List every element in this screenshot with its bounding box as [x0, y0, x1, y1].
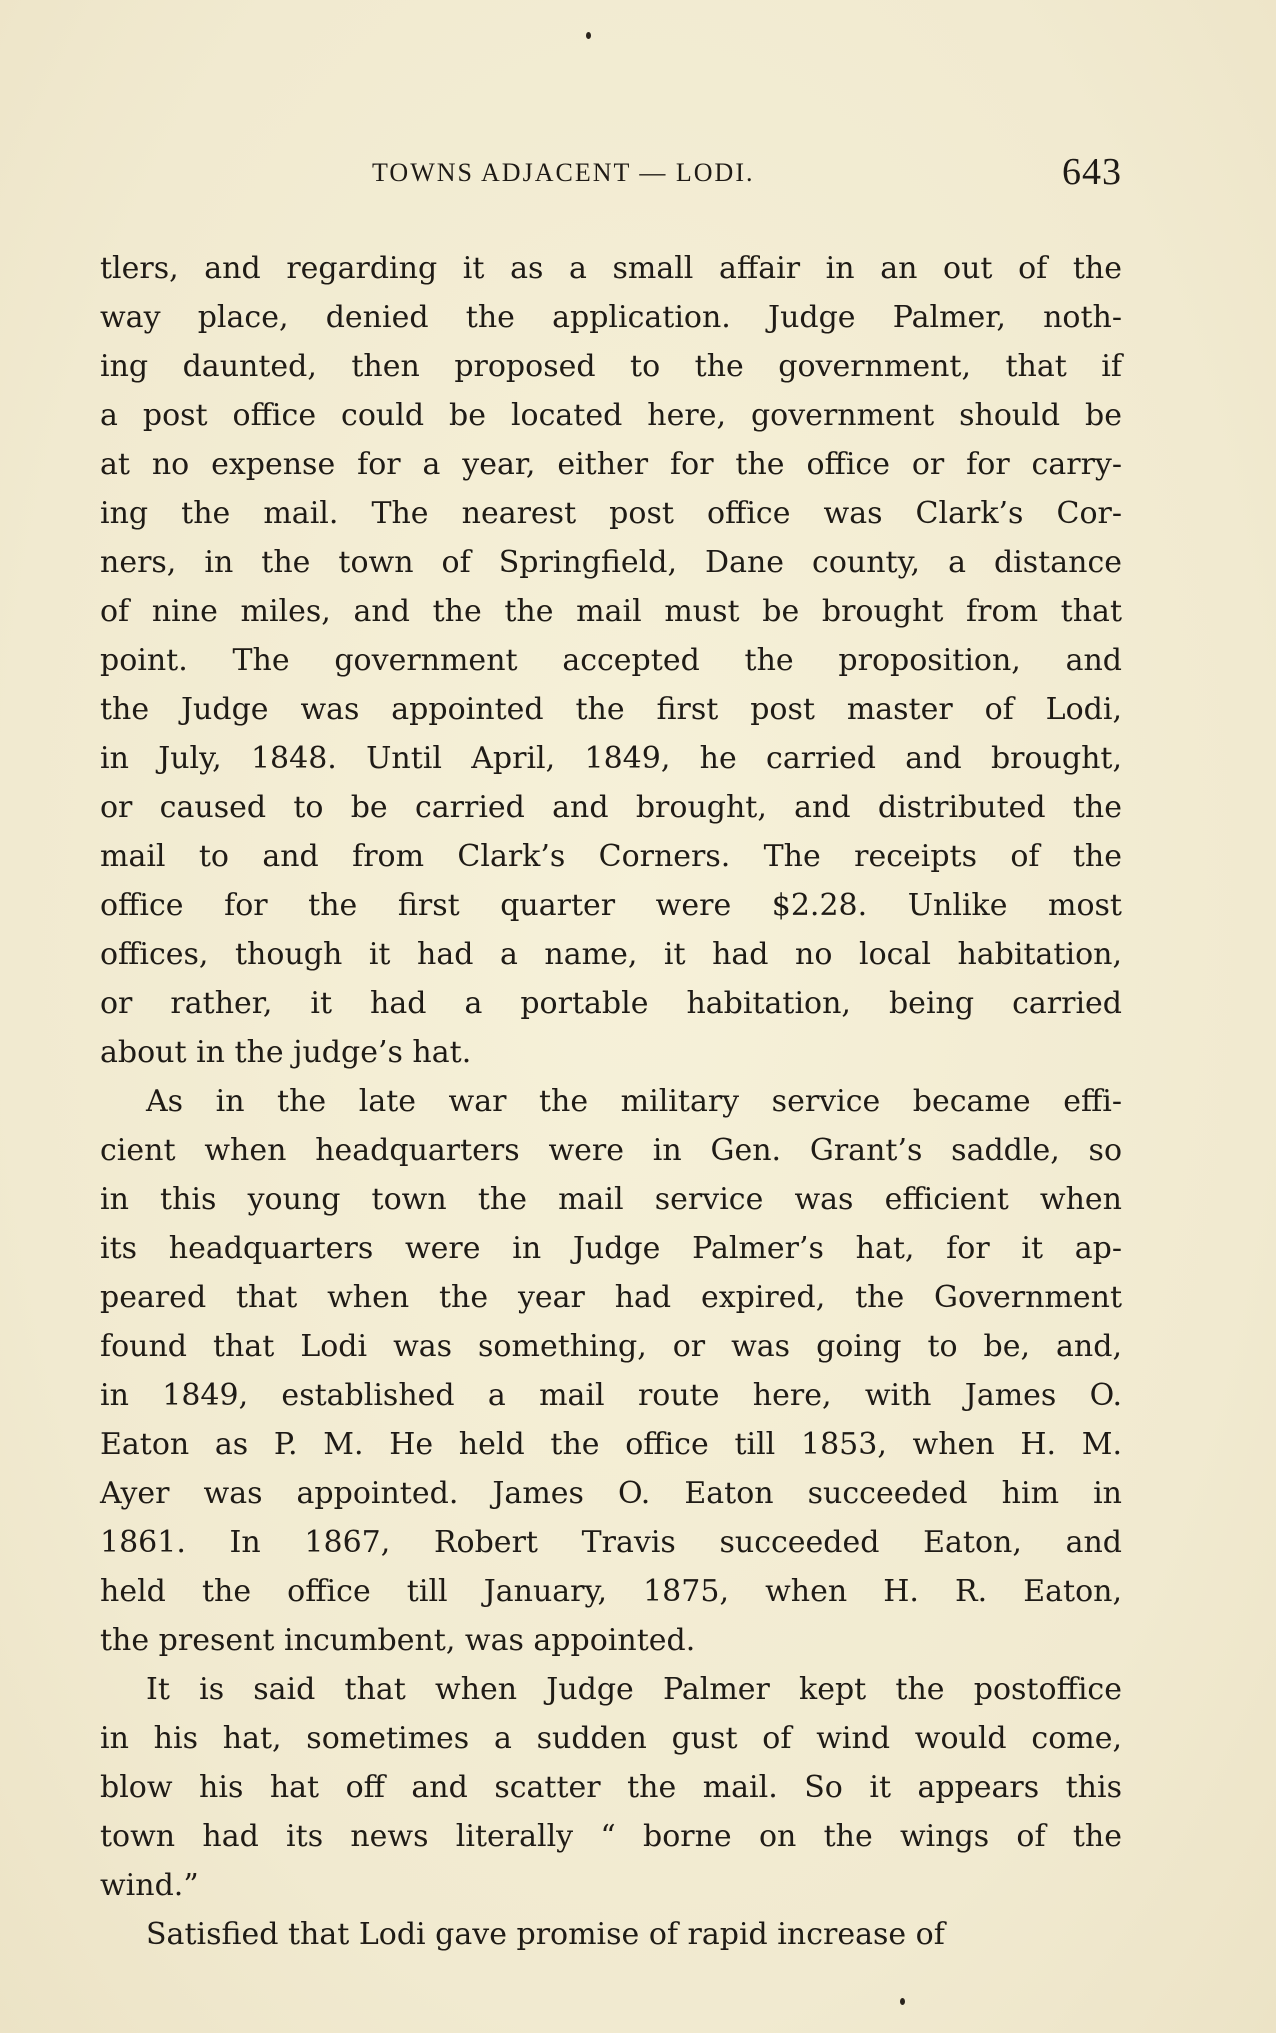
text-line: blow his hat off and scatter the mail. So it appears this [100, 1770, 1122, 1805]
page-speck [900, 1998, 905, 2005]
text-line: found that Lodi was something, or was going to be, and, [100, 1329, 1122, 1364]
text-line: ing daunted, then proposed to the government, that if [100, 349, 1122, 384]
text-line: the Judge was appointed the first post master of Lodi, [100, 692, 1122, 727]
text-line: or rather, it had a portable habitation, being carried [100, 986, 1122, 1021]
text-line: wind.” [100, 1868, 199, 1903]
page-header [100, 150, 1122, 200]
text-line: a post office could be located here, government should be [100, 398, 1122, 433]
text-line: its headquarters were in Judge Palmer’s hat, for it ap- [100, 1231, 1122, 1266]
text-line: Eaton as P. M. He held the office till 1853, when H. M. [100, 1427, 1122, 1462]
text-line: mail to and from Clark’s Corners. The receipts of the [100, 839, 1122, 874]
text-line: As in the late war the military service became effi- [146, 1084, 1122, 1119]
text-line: about in the judge’s hat. [100, 1035, 472, 1070]
text-line: 1861. In 1867, Robert Travis succeeded Eaton, and [100, 1525, 1122, 1560]
text-line: in 1849, established a mail route here, with James O. [100, 1378, 1122, 1413]
text-line: town had its news literally “ borne on the wings of the [100, 1819, 1122, 1854]
text-line: point. The government accepted the proposition, and [100, 643, 1122, 678]
text-line: the present incumbent, was appointed. [100, 1623, 696, 1658]
text-line: offices, though it had a name, it had no local habitation, [100, 937, 1122, 972]
text-line: It is said that when Judge Palmer kept the postoffice [146, 1672, 1122, 1707]
text-line: peared that when the year had expired, the Government [100, 1280, 1122, 1315]
text-line: in his hat, sometimes a sudden gust of wind would come, [100, 1721, 1122, 1756]
text-line: ing the mail. The nearest post office was Clark’s Cor- [100, 496, 1122, 531]
text-line: Ayer was appointed. James O. Eaton succeeded him in [100, 1476, 1122, 1511]
body-text [100, 244, 1122, 1959]
text-line: way place, denied the application. Judge Palmer, noth- [100, 300, 1122, 335]
text-line: of nine miles, and the the mail must be brought from that [100, 594, 1122, 629]
text-line: held the office till January, 1875, when H. R. Eaton, [100, 1574, 1122, 1609]
page-number: 643 [1062, 151, 1122, 193]
running-head: TOWNS ADJACENT — LODI. [372, 158, 755, 187]
text-line: Satisfied that Lodi gave promise of rapid increase of [146, 1917, 945, 1952]
text-line: ners, in the town of Springfield, Dane county, a distance [100, 545, 1122, 580]
page-speck [586, 32, 591, 39]
text-line: in this young town the mail service was efficient when [100, 1182, 1122, 1217]
text-line: at no expense for a year, either for the office or for carry- [100, 447, 1122, 482]
text-line: office for the first quarter were $2.28. Unlike most [100, 888, 1122, 923]
text-line: in July, 1848. Until April, 1849, he carried and brought, [100, 741, 1122, 776]
text-line: tlers, and regarding it as a small affair in an out of the [100, 251, 1122, 286]
text-line: or caused to be carried and brought, and distributed the [100, 790, 1122, 825]
text-line: cient when headquarters were in Gen. Grant’s saddle, so [100, 1133, 1122, 1168]
